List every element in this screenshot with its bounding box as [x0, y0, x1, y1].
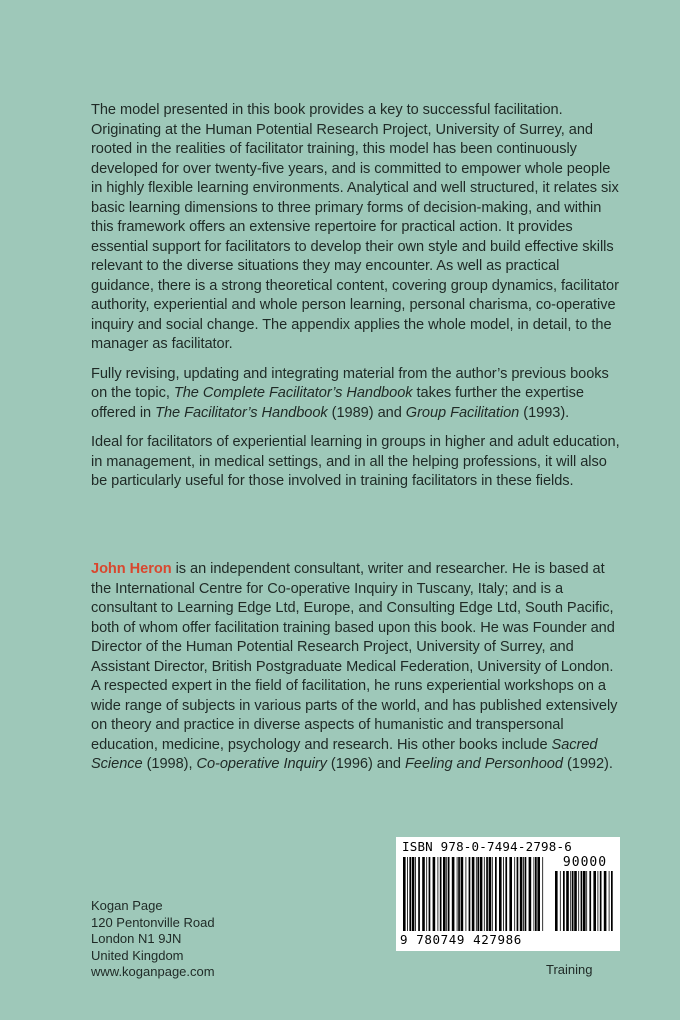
barcode-bar: [566, 871, 569, 931]
barcode-bar: [604, 871, 607, 931]
author-name: John Heron: [91, 561, 172, 577]
barcode-bar: [480, 857, 483, 931]
barcode-bar: [560, 871, 561, 931]
barcode-bar: [517, 857, 519, 931]
publisher-name: Kogan Page: [91, 898, 163, 913]
book-title: Group Facilitation: [405, 404, 520, 421]
barcode-bar: [586, 871, 587, 931]
barcode-bar: [443, 857, 446, 931]
addon-barcode-bars: [554, 871, 614, 931]
barcode-bar: [609, 871, 610, 931]
text-segment: (1998),: [142, 756, 197, 772]
description-paragraph-2: [91, 365, 621, 424]
barcode-bar: [589, 871, 591, 931]
barcode-bar: [433, 857, 436, 931]
barcode-bar: [578, 871, 579, 931]
barcode-bar: [484, 857, 485, 931]
barcode-bar: [535, 857, 537, 931]
barcode-bar: [583, 871, 586, 931]
book-title: The Facilitator’s Handbook: [155, 404, 328, 421]
barcode-bar: [403, 857, 406, 931]
barcode-bar: [472, 857, 475, 931]
barcode-bar: [600, 871, 602, 931]
barcode-bar: [525, 857, 527, 931]
barcode-bar: [415, 857, 416, 931]
barcode-bar: [409, 857, 411, 931]
barcode-bar: [611, 871, 613, 931]
barcode-bar: [469, 857, 471, 931]
book-title: Feeling and Personhood: [405, 756, 563, 772]
bio-paragraph: [91, 560, 621, 775]
ean-digits: 9 780749 427986: [400, 932, 522, 947]
barcode-bar: [486, 857, 488, 931]
author-bio: [91, 560, 621, 775]
barcode-bar: [457, 857, 458, 931]
text-segment: takes further the expertise offered in: [91, 385, 584, 421]
barcode-bar: [593, 871, 596, 931]
barcode-bar: [489, 857, 492, 931]
publisher-city: London N1 9JN: [91, 931, 182, 946]
barcode-bar: [446, 857, 447, 931]
barcode-bar: [418, 857, 420, 931]
barcode-bar: [534, 857, 535, 931]
barcode-bar: [514, 857, 515, 931]
barcode-bar: [555, 871, 558, 931]
barcode-bar: [495, 857, 497, 931]
isbn-label: ISBN 978-0-7494-2798-6: [402, 839, 572, 854]
barcode-bar: [412, 857, 415, 931]
barcode-bar: [537, 857, 540, 931]
barcode-bar: [572, 871, 574, 931]
barcode-bar: [448, 857, 450, 931]
barcode-bar: [598, 871, 599, 931]
category-label: Training: [546, 962, 593, 977]
barcode-bar: [563, 871, 565, 931]
barcode-bar: [407, 857, 408, 931]
text-segment: (1992).: [562, 756, 613, 772]
barcode-bar: [529, 857, 532, 931]
description-paragraph-3: Ideal for facilitators of experiential learning in groups in higher and adult education, in management, in medical settings, and in all the helping professions, it will also be particularly useful for those involved in training facilitators in these fields.: [91, 434, 620, 489]
book-title: Co-operative Inquiry: [196, 756, 327, 772]
barcode-bar: [422, 857, 425, 931]
publisher-address: [91, 898, 215, 981]
publisher-street: 120 Pentonville Road: [91, 914, 215, 930]
barcode-bar: [429, 857, 431, 931]
barcode-bar: [440, 857, 442, 931]
book-title: The Complete Facilitator’s Handbook: [173, 385, 413, 401]
description-paragraph-1: The model presented in this book provides a key to successful facilitation. Originating at the Human Potential Research Project, University of Surrey, and rooted in the realities of facilitator training, this model has been continuously developed for over twenty-five years, and is committed to empower whole people in highly flexible learning environments. Analytical and well structured, it relates six basic learning dimensions to three primary forms of decision-making, and within this framework offers an extensive repertoire for practical action. It provides essential support for facilitators to develop their own style and build effective skills relevant to the diverse situations they may encounter. As well as practical guidance, there is a strong theoretical content, covering group dynamics, facilitator authority, experiential and whole person learning, personal charisma, co-operative inquiry and social change. The appendix applies the whole model, in detail, to the manager as facilitator.: [91, 102, 619, 352]
barcode-bar: [476, 857, 477, 931]
text-segment: (1996) and: [326, 756, 406, 772]
barcode-bar: [570, 871, 571, 931]
barcode-bar: [426, 857, 427, 931]
price-addon-digits: 90000: [562, 855, 608, 870]
isbn-barcode: [396, 837, 620, 951]
barcode-bar: [523, 857, 524, 931]
barcode-bar: [503, 857, 504, 931]
book-description: [91, 101, 621, 502]
barcode-bar: [438, 857, 439, 931]
publisher-website: www.koganpage.com: [91, 964, 215, 979]
barcode-bar: [458, 857, 460, 931]
barcode-bar: [574, 871, 577, 931]
book-title: Sacred Science: [91, 736, 598, 772]
barcode-bar: [461, 857, 464, 931]
barcode-bar: [509, 857, 512, 931]
barcode-bar: [477, 857, 479, 931]
barcode-bar: [466, 857, 467, 931]
publisher-country: United Kingdom: [91, 947, 184, 963]
ean-barcode-bars: [402, 857, 546, 931]
barcode-bar: [452, 857, 455, 931]
barcode-bar: [520, 857, 523, 931]
barcode-bar: [499, 857, 502, 931]
barcode-bar: [505, 857, 507, 931]
text-segment: Fully revising, updating and integrating material from the author’s previous books on the topic,: [91, 365, 609, 401]
text-segment: is an independent consultant, writer and researcher. He is based at the International Centre for Co-operative Inquiry in Tuscany, Italy; and is a consultant to Learning Edge Ltd, Europe, and Consulting Edge Ltd, South Pacific, both of whom offer facilitation training based upon this book. He was Founder and Director of the Human Potential Research Project, University of Surrey, and Assistant Director, British Postgraduate Medical Federation, University of London. A respected expert in the field of facilitation, he runs experiential workshops on a wide range of subjects in various parts of the world, and has published extensively on theory and practice in diverse aspects of humanistic and transpersonal education, medicine, psychology and research. His other books include: [91, 561, 618, 753]
barcode-bar: [492, 857, 493, 931]
barcode-bar: [542, 857, 543, 931]
text-segment: (1993).: [519, 404, 570, 421]
text-segment: (1989) and: [327, 404, 406, 421]
barcode-bar: [581, 871, 583, 931]
